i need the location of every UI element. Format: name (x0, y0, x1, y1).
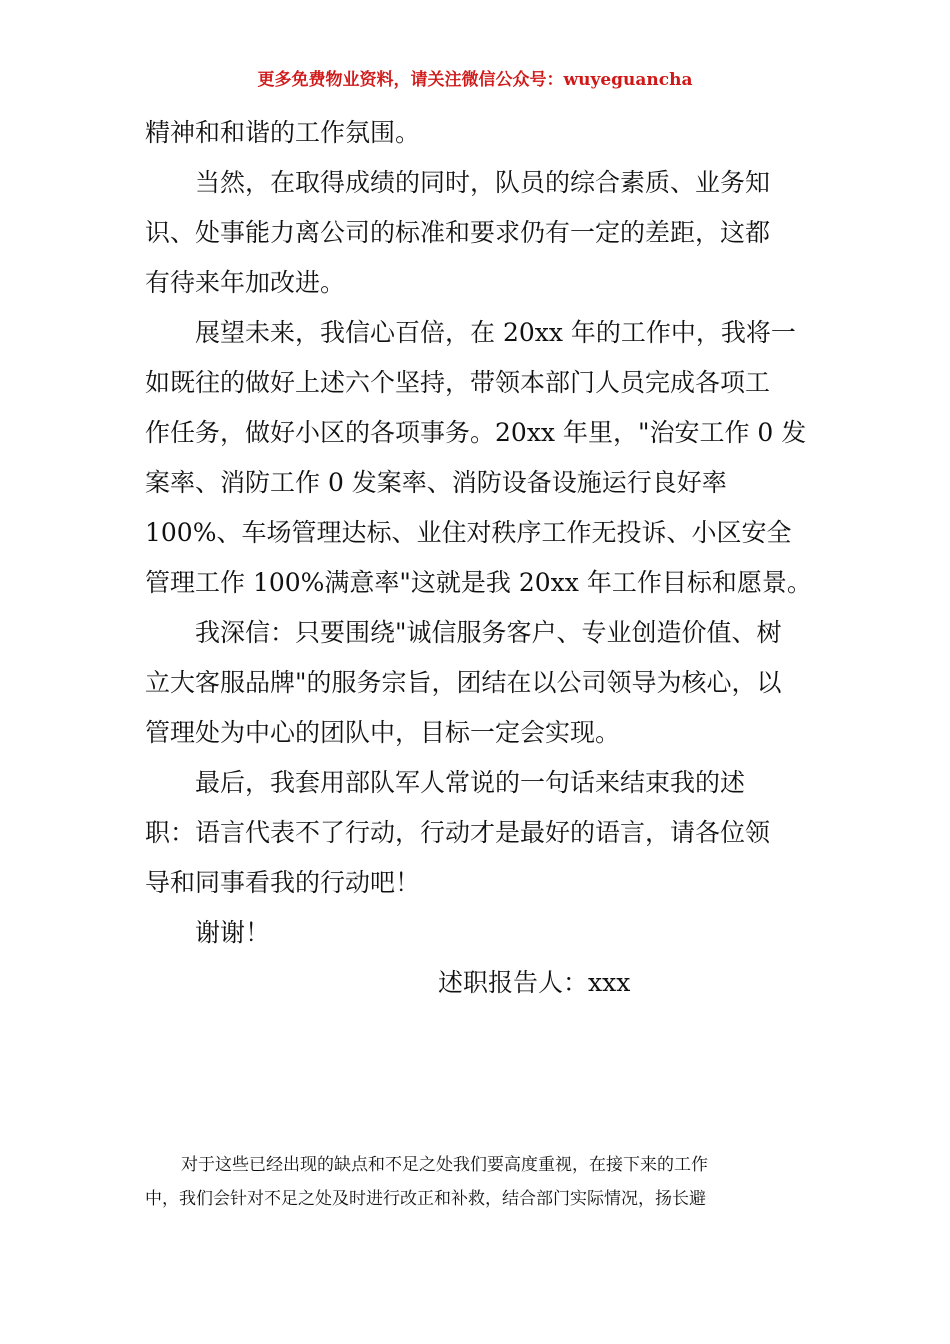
paragraph-line: 有待来年加改进。 (145, 268, 346, 297)
paragraph-line: 最后，我套用部队军人常说的一句话来结束我的述 (195, 768, 746, 797)
paragraph-line: 职：语言代表不了行动，行动才是最好的语言，请各位领 (145, 818, 771, 847)
footer-line: 中，我们会针对不足之处及时进行改正和补救，结合部门实际情况，扬长避 (145, 1189, 706, 1209)
paragraph-line: 当然，在取得成绩的同时，队员的综合素质、业务知 (195, 168, 771, 197)
paragraph-line: 如既往的做好上述六个坚持，带领本部门人员完成各项工 (145, 368, 771, 397)
paragraph-line: 案率、消防工作 0 发案率、消防设备设施运行良好率 (145, 468, 727, 497)
signature-line: 述职报告人：xxx (438, 968, 631, 997)
paragraph-line: 我深信：只要围绕"诚信服务客户、专业创造价值、树 (195, 618, 782, 647)
paragraph-line: 管理工作 100%满意率"这就是我 20xx 年工作目标和愿景。 (145, 568, 812, 597)
paragraph-line: 立大客服品牌"的服务宗旨，团结在以公司领导为核心，以 (145, 668, 782, 697)
thanks-line: 谢谢！ (195, 918, 271, 947)
promo-header: 更多免费物业资料，请关注微信公众号：wuyeguancha (257, 70, 693, 90)
report-body (145, 108, 812, 1008)
footer-line: 对于这些已经出现的缺点和不足之处我们要高度重视，在接下来的工作 (181, 1155, 708, 1175)
paragraph-line: 导和同事看我的行动吧！ (145, 868, 421, 897)
paragraph-line: 展望未来，我信心百倍，在 20xx 年的工作中，我将一 (195, 318, 796, 347)
paragraph-line: 100%、车场管理达标、业住对秩序工作无投诉、小区安全 (145, 518, 792, 547)
paragraph-line: 管理处为中心的团队中，目标一定会实现。 (145, 718, 621, 747)
footer-note (145, 1148, 805, 1216)
paragraph-line: 识、处事能力离公司的标准和要求仍有一定的差距，这都 (145, 218, 771, 247)
paragraph-line: 作任务，做好小区的各项事务。20xx 年里，"治安工作 0 发 (145, 418, 807, 447)
paragraph-line: 精神和和谐的工作氛围。 (145, 118, 421, 147)
